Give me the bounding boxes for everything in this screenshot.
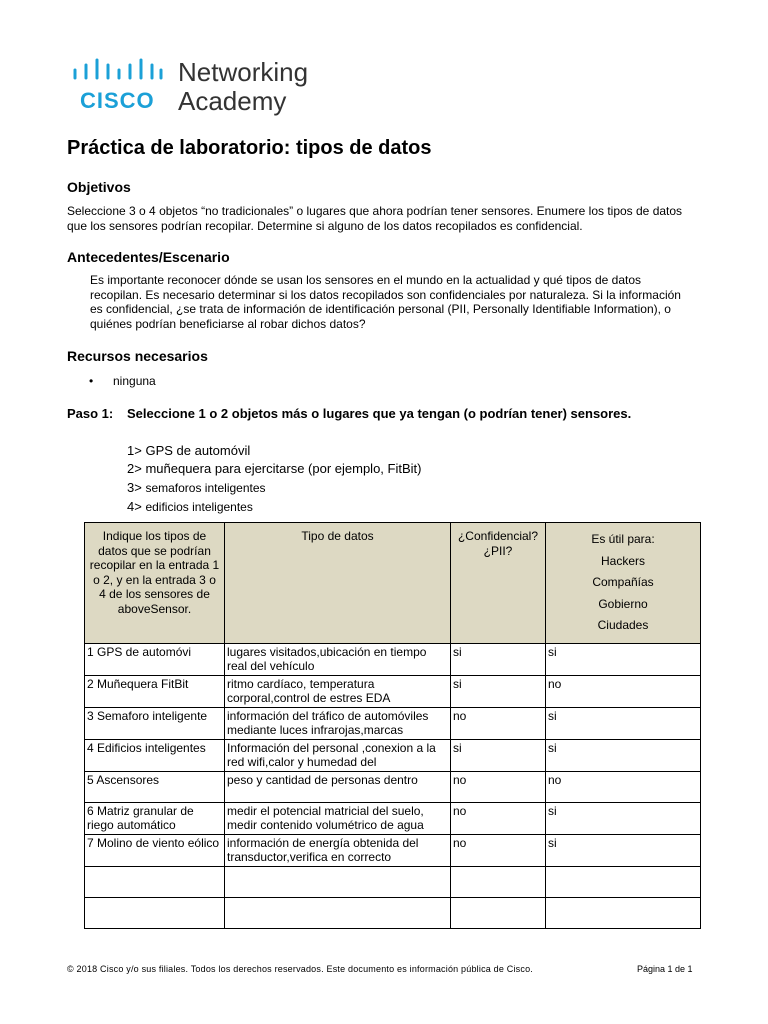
recursos-heading: Recursos necesarios	[67, 348, 208, 364]
list-item-num: 3>	[127, 480, 142, 495]
antecedentes-heading: Antecedentes/Escenario	[67, 249, 230, 265]
table-row	[85, 707, 701, 739]
cell-tipo: peso y cantidad de personas dentro	[225, 771, 451, 802]
header-cell-util	[546, 523, 701, 644]
table-header-row	[85, 523, 701, 644]
cell-util	[546, 866, 701, 897]
list-item-text: semaforos inteligentes	[145, 481, 266, 495]
footer-page-number: Página 1 de 1	[637, 964, 693, 974]
list-item	[127, 480, 266, 496]
cisco-wordmark: CISCO	[80, 88, 155, 113]
cell-objeto	[85, 897, 225, 928]
page-title: Práctica de laboratorio: tipos de datos	[67, 137, 432, 159]
list-item	[127, 461, 421, 477]
cell-objeto: 6 Matriz granular de riego automático	[85, 802, 225, 834]
table-row	[85, 771, 701, 802]
paso1-heading	[67, 405, 631, 423]
cell-confidencial: si	[451, 739, 546, 771]
header-confidencial-line2: ¿PII?	[483, 543, 513, 558]
objetivos-heading: Objetivos	[67, 179, 131, 195]
cell-tipo: ritmo cardíaco, temperatura corporal,control de estres EDA	[225, 675, 451, 707]
cell-util: si	[546, 802, 701, 834]
cell-util: si	[546, 707, 701, 739]
cell-util: si	[546, 834, 701, 866]
cell-objeto: 7 Molino de viento eólico	[85, 834, 225, 866]
table-row	[85, 866, 701, 897]
recursos-item: ninguna	[113, 374, 156, 388]
header-util-line: Es útil para:	[591, 532, 655, 546]
cell-objeto: 2 Muñequera FitBit	[85, 675, 225, 707]
list-item-text: edificios inteligentes	[145, 500, 253, 514]
list-item-text: GPS de automóvil	[145, 443, 251, 458]
list-item	[127, 443, 250, 459]
header-util-line: Hackers	[600, 553, 645, 568]
cell-tipo	[225, 897, 451, 928]
header-util-line: Compañías	[592, 575, 654, 589]
header-cell-confidencial	[451, 523, 546, 644]
cell-objeto: 4 Edificios inteligentes	[85, 739, 225, 771]
cell-util: no	[546, 771, 701, 802]
paso1-number: Paso 1:	[67, 406, 114, 421]
logo-networking: Networking	[178, 57, 309, 87]
bullet-icon: •	[89, 374, 94, 388]
cell-tipo: información del tráfico de automóviles mediante luces infrarojas,marcas	[225, 707, 451, 739]
list-item-num: 1>	[127, 443, 142, 458]
cell-objeto: 1 GPS de automóvi	[85, 643, 225, 675]
cell-util	[546, 897, 701, 928]
footer-copyright: © 2018 Cisco y/o sus filiales. Todos los derechos reservados. Este documento es información pública de Cisco.	[67, 964, 533, 974]
table-row	[85, 897, 701, 928]
list-item-num: 2>	[127, 461, 142, 476]
objetivos-text: Seleccione 3 o 4 objetos “no tradicionales” o lugares que ahora podrían tener sensores. Enumere los tipos de datos que los sensores podrían recopilar. Determine si alguno de los datos recopilados es confidencial.	[67, 204, 683, 233]
header-util-line: Ciudades	[597, 618, 649, 632]
cell-tipo: lugares visitados,ubicación en tiempo real del vehículo	[225, 643, 451, 675]
antecedentes-text: Es importante reconocer dónde se usan los sensores en el mundo en la actualidad y qué tipos de datos recopilan. Es necesario determinar si los datos recopilados son confidenciales por naturaleza. Si la información es confidencial, ¿se trata de información de identificación personal (PII, Personally Identifiable Information), o quiénes podrían beneficiarse al robar dichos datos?	[90, 273, 681, 331]
table-row	[85, 739, 701, 771]
logo-academy: Academy	[178, 86, 287, 116]
cell-confidencial: no	[451, 834, 546, 866]
cell-confidencial: si	[451, 643, 546, 675]
list-item	[127, 499, 253, 515]
header-util-line: Gobierno	[598, 596, 648, 611]
cell-tipo: información de energía obtenida del transductor,verifica en correcto	[225, 834, 451, 866]
table-row	[85, 643, 701, 675]
cell-util: no	[546, 675, 701, 707]
list-item-num: 4>	[127, 499, 142, 514]
table-row	[85, 834, 701, 866]
header-confidencial-line1: ¿Confidencial?	[457, 529, 539, 543]
cell-objeto	[85, 866, 225, 897]
table-row	[85, 675, 701, 707]
list-item-text: muñequera para ejercitarse (por ejemplo, FitBit)	[145, 461, 422, 476]
cell-tipo: medir el potencial matricial del suelo, medir contenido volumétrico de agua	[225, 802, 451, 834]
header-cell-tipo: Tipo de datos	[225, 523, 451, 644]
table-row	[85, 802, 701, 834]
paso1-text: Seleccione 1 o 2 objetos más o lugares que ya tengan (o podrían tener) sensores.	[127, 406, 632, 421]
cell-confidencial: no	[451, 707, 546, 739]
cell-tipo	[225, 866, 451, 897]
cell-objeto: 3 Semaforo inteligente	[85, 707, 225, 739]
cell-util: si	[546, 643, 701, 675]
cell-confidencial	[451, 866, 546, 897]
cell-confidencial: no	[451, 802, 546, 834]
cell-confidencial: no	[451, 771, 546, 802]
cell-util: si	[546, 739, 701, 771]
cisco-bars-icon	[72, 58, 164, 82]
cell-objeto: 5 Ascensores	[85, 771, 225, 802]
cell-confidencial	[451, 897, 546, 928]
header-cell-objeto: Indique los tipos de datos que se podrían recopilar en la entrada 1 o 2, y en la entrada 3 o 4 de los sensores de aboveSensor.	[85, 523, 225, 644]
data-table	[84, 522, 701, 929]
cell-confidencial: si	[451, 675, 546, 707]
cell-tipo: Información del personal ,conexion a la red wifi,calor y humedad del	[225, 739, 451, 771]
